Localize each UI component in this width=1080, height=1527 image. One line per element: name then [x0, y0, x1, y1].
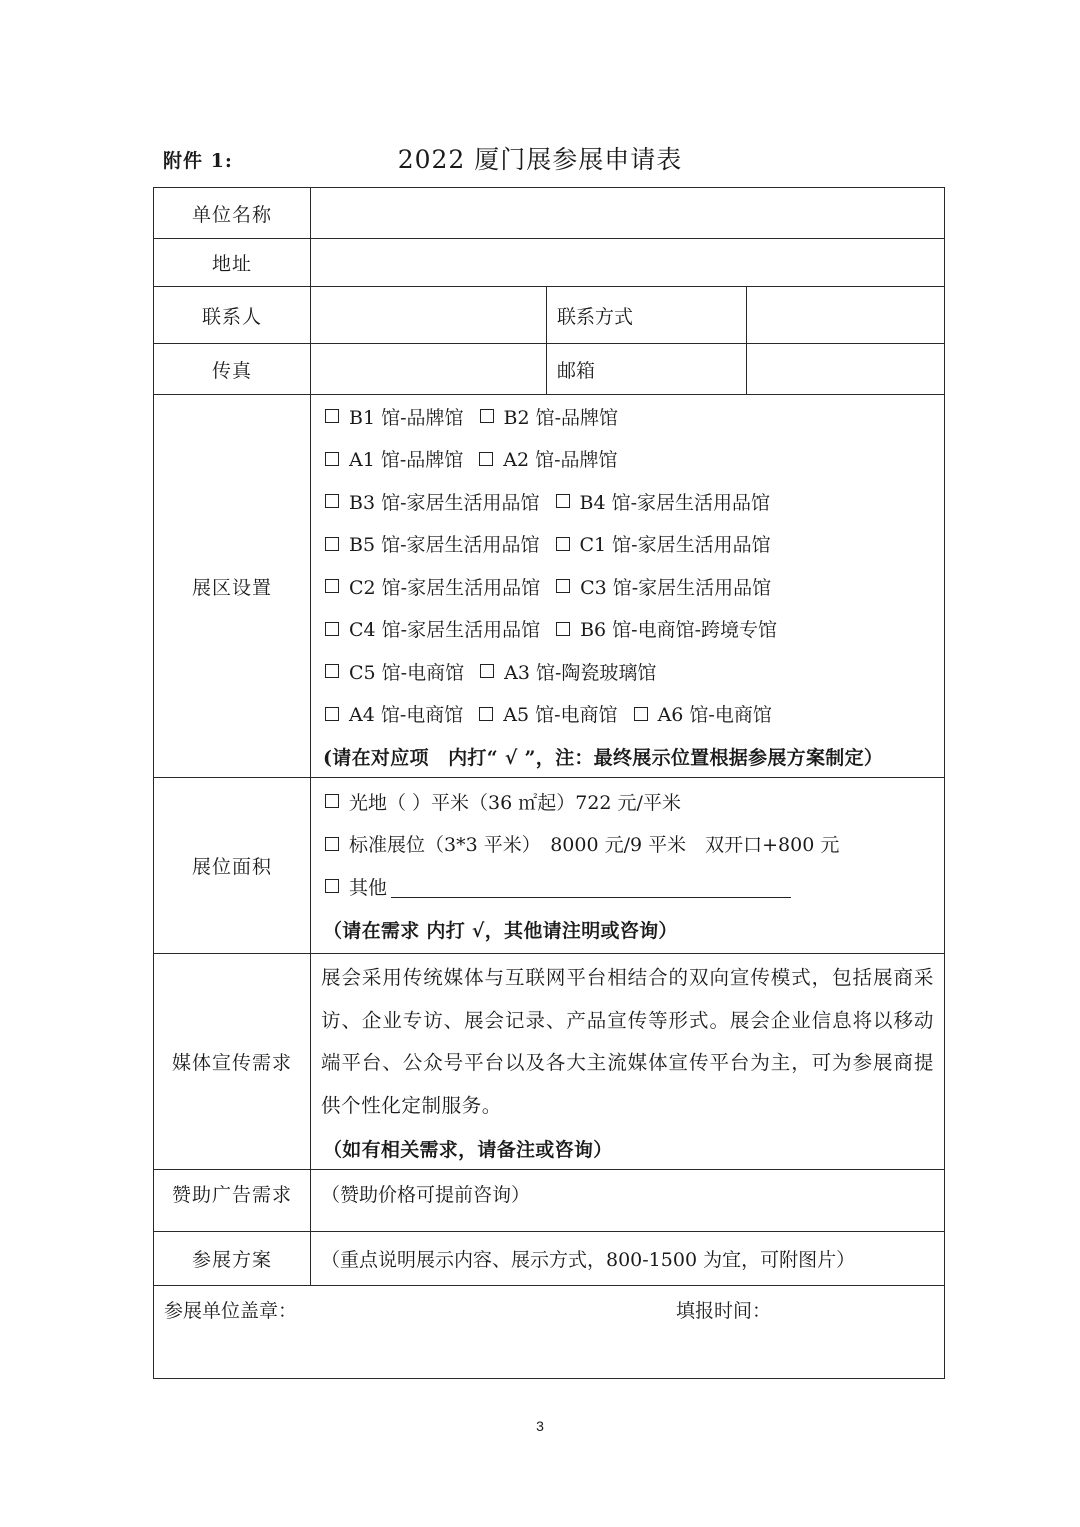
checkbox[interactable]: [480, 409, 494, 423]
booth-area-label: 展位面积: [154, 778, 311, 954]
fill-date-label: 填报时间：: [676, 1300, 772, 1322]
checkbox[interactable]: [325, 579, 339, 593]
booth-option-standard-label: 标准展位（3*3 平米） 8000 元/9 平米 双开口+800 元: [349, 834, 840, 856]
hall-option-label: B4 馆-家居生活用品馆: [579, 491, 771, 514]
hall-option-row: [311, 438, 944, 481]
attachment-label: 附件 1:: [163, 150, 233, 172]
page-number: 3: [536, 1418, 544, 1434]
hall-option-label: B6 馆-电商馆-跨境专馆: [580, 619, 778, 642]
hall-option[interactable]: [479, 700, 617, 727]
checkbox[interactable]: [325, 664, 339, 678]
hall-option[interactable]: [325, 403, 464, 430]
hall-option-label: C1 馆-家居生活用品馆: [579, 534, 771, 557]
hall-option-row: [311, 693, 944, 736]
booth-area-options: [311, 778, 945, 954]
contact-person-label: 联系人: [154, 287, 311, 344]
hall-option[interactable]: [556, 615, 777, 642]
checkbox[interactable]: [325, 409, 339, 423]
company-name-label: 单位名称: [154, 188, 311, 239]
application-form-table: [153, 187, 945, 1379]
company-name-field[interactable]: [311, 188, 945, 239]
hall-option[interactable]: [556, 530, 771, 557]
address-label: 地址: [154, 239, 311, 287]
checkbox[interactable]: [325, 622, 339, 636]
exhibition-area-label: 展区设置: [154, 395, 311, 778]
checkbox[interactable]: [325, 794, 339, 808]
exhibition-area-note: (请在对应项 内打“ √ ”，注：最终展示位置根据参展方案制定）: [323, 746, 884, 769]
plan-label: 参展方案: [154, 1232, 311, 1286]
form-title: 2022 厦门展参展申请表: [397, 145, 683, 174]
hall-option[interactable]: [556, 488, 771, 515]
sponsor-label: 赞助广告需求: [154, 1170, 311, 1232]
hall-option-label: B5 馆-家居生活用品馆: [349, 534, 540, 557]
hall-option-label: A3 馆-陶瓷玻璃馆: [504, 661, 657, 684]
contact-method-label: 联系方式: [547, 287, 747, 344]
checkbox[interactable]: [325, 494, 339, 508]
hall-option-label: A5 馆-电商馆: [503, 704, 618, 727]
booth-option-raw-space[interactable]: [311, 780, 944, 823]
hall-option[interactable]: [325, 615, 540, 642]
hall-option-label: B3 馆-家居生活用品馆: [349, 491, 540, 514]
checkbox[interactable]: [556, 537, 570, 551]
address-field[interactable]: [311, 239, 945, 287]
booth-option-other[interactable]: [311, 865, 944, 908]
checkbox[interactable]: [556, 494, 570, 508]
checkbox[interactable]: [325, 707, 339, 721]
contact-method-field[interactable]: [747, 287, 945, 344]
booth-option-standard[interactable]: [311, 822, 944, 865]
hall-option[interactable]: [556, 573, 771, 600]
hall-option-label: B1 馆-品牌馆: [349, 406, 464, 429]
checkbox[interactable]: [325, 537, 339, 551]
hall-option-label: A4 馆-电商馆: [349, 704, 464, 727]
hall-option[interactable]: [325, 573, 540, 600]
checkbox[interactable]: [325, 879, 339, 893]
hall-option-row: [311, 395, 944, 438]
hall-option-label: A2 馆-品牌馆: [503, 449, 618, 472]
email-field[interactable]: [747, 344, 945, 395]
hall-option[interactable]: [634, 700, 772, 727]
booth-area-note: （请在需求 内打 √，其他请注明或咨询）: [323, 919, 678, 942]
media-note: （如有相关需求，请备注或咨询）: [323, 1138, 613, 1161]
hall-option[interactable]: [325, 445, 463, 472]
fax-field[interactable]: [311, 344, 547, 395]
checkbox[interactable]: [556, 622, 570, 636]
checkbox[interactable]: [479, 452, 493, 466]
seal-label: 参展单位盖章：: [164, 1300, 298, 1322]
hall-option-label: C2 馆-家居生活用品馆: [349, 576, 541, 599]
seal-row: [154, 1286, 945, 1379]
booth-option-raw-space-label: 光地（ ）平米（36 ㎡起）722 元/平米: [349, 791, 681, 814]
checkbox[interactable]: [479, 707, 493, 721]
hall-option-label: A1 馆-品牌馆: [349, 449, 464, 472]
hall-option-row: [311, 523, 944, 566]
hall-option-row: [311, 480, 944, 523]
hall-option-label: B2 馆-品牌馆: [503, 406, 619, 429]
fax-label: 传真: [154, 344, 311, 395]
hall-option-row: [311, 608, 944, 651]
hall-option[interactable]: [480, 403, 619, 430]
contact-person-field[interactable]: [311, 287, 547, 344]
hall-option[interactable]: [325, 488, 540, 515]
media-label: 媒体宣传需求: [154, 954, 311, 1170]
media-description: 展会采用传统媒体与互联网平台相结合的双向宣传模式，包括展商采访、企业专访、展会记录、产品宣传等形式。展会企业信息将以移动端平台、公众号平台以及各大主流媒体宣传平台为主，可为参展商提供个性化定制服务。: [321, 966, 935, 1117]
hall-options-list: [311, 395, 944, 735]
hall-option-label: C3 馆-家居生活用品馆: [580, 576, 772, 599]
hall-option-label: C5 馆-电商馆: [349, 661, 465, 684]
hall-option-label: A6 馆-电商馆: [657, 704, 772, 727]
plan-note: （重点说明展示内容、展示方式，800-1500 为宜，可附图片）: [311, 1232, 945, 1286]
exhibition-area-options: [311, 395, 945, 778]
booth-option-other-label: 其他: [349, 876, 388, 899]
hall-option[interactable]: [325, 658, 464, 685]
hall-option-label: C4 馆-家居生活用品馆: [349, 619, 541, 642]
checkbox[interactable]: [325, 837, 339, 851]
hall-option[interactable]: [479, 445, 617, 472]
hall-option[interactable]: [480, 658, 656, 685]
hall-option[interactable]: [325, 530, 540, 557]
checkbox[interactable]: [325, 452, 339, 466]
media-cell: [311, 954, 945, 1170]
hall-option[interactable]: [325, 700, 463, 727]
email-label: 邮箱: [547, 344, 747, 395]
other-fill-line[interactable]: [391, 875, 791, 898]
checkbox[interactable]: [634, 707, 648, 721]
checkbox[interactable]: [556, 579, 570, 593]
sponsor-note: （赞助价格可提前咨询）: [311, 1170, 945, 1232]
hall-option-row: [311, 650, 944, 693]
checkbox[interactable]: [480, 664, 494, 678]
hall-option-row: [311, 565, 944, 608]
